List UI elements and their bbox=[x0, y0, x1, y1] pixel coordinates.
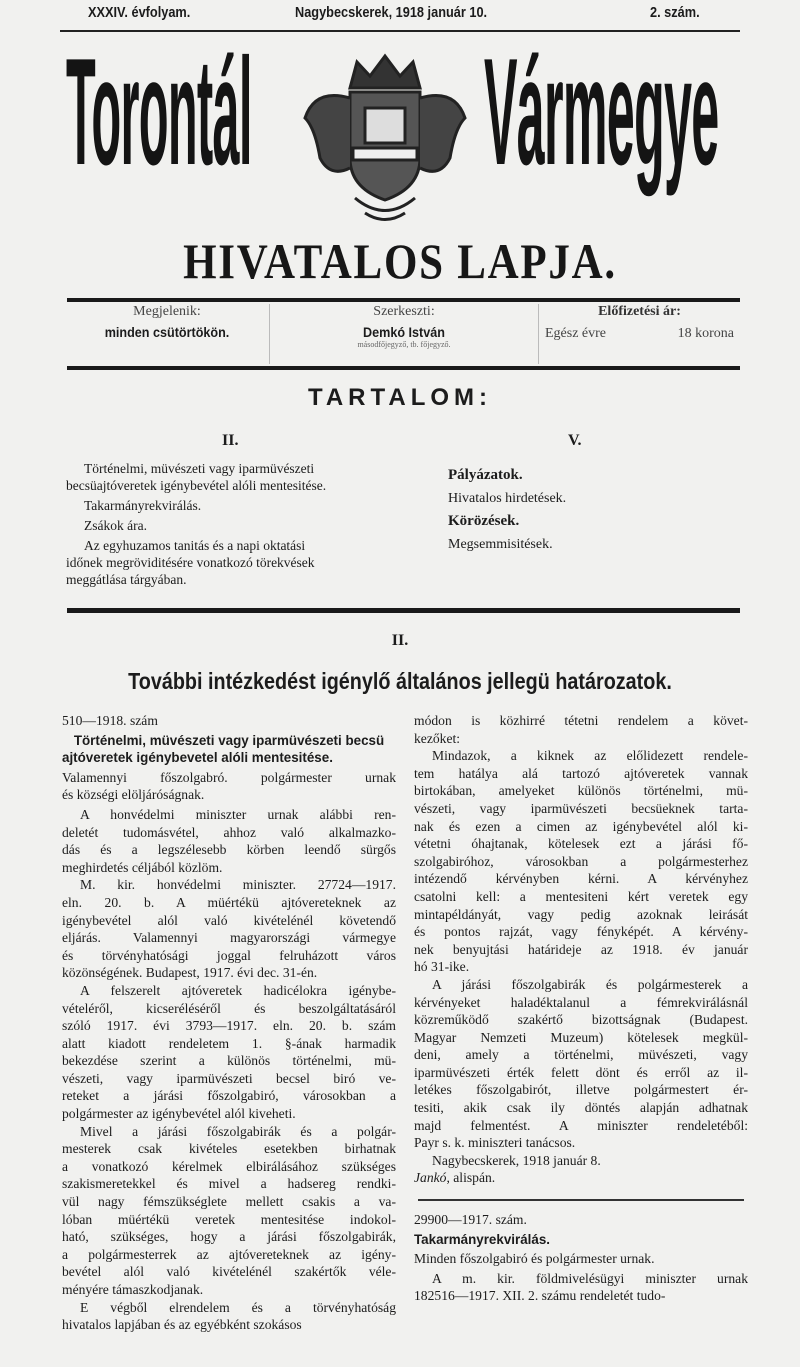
text-line: alatt kiadott rendeletem 1. §-ának harmadik bbox=[62, 1035, 396, 1051]
toc-list-ii bbox=[66, 460, 396, 591]
toc-item bbox=[66, 537, 396, 588]
price-period: Egész évre bbox=[545, 326, 607, 341]
appears-label: Megjelenik: bbox=[133, 304, 201, 319]
text-line: M. kir. honvédelmi miniszter. 27724—1917. bbox=[80, 877, 396, 893]
text-line: A honvédelmi miniszter urnak alábbi ren- bbox=[80, 806, 396, 822]
text-line: bekezdése szerint a különös történelmi, mü- bbox=[62, 1053, 396, 1069]
text-line: hó 31-ike. bbox=[414, 959, 470, 975]
toc-section-heading: V. bbox=[568, 432, 582, 449]
price-info bbox=[539, 304, 740, 364]
appears-value: minden csütörtökön. bbox=[104, 324, 230, 340]
issue-number: 2. szám. bbox=[650, 4, 700, 21]
text-line: vészeti, vagy iparmüvészeti becsel biró ve- bbox=[62, 1070, 396, 1086]
text-line: nak és ezen a cimen az igénybevétel alól ki- bbox=[414, 818, 748, 834]
text-line: közreműködő szakértő bizottságnak (Budapest. bbox=[414, 1012, 748, 1028]
text-line: Jankó, alispán. bbox=[414, 1170, 496, 1186]
appearance-info bbox=[67, 304, 267, 364]
toc-item bbox=[448, 490, 708, 507]
toc-item-line: Megsemmisitések. bbox=[448, 537, 553, 552]
toc-item-line: meggátlása tárgyában. bbox=[66, 572, 187, 587]
text-line: szóló 1917. évi 3793—1917. eln. 20. b. szám bbox=[62, 1018, 396, 1034]
article-rule bbox=[418, 1199, 744, 1201]
text-line: Takarmányrekvirálás. bbox=[414, 1231, 550, 1247]
text-line: polgármester az igénybevétel alól kiveheti. bbox=[62, 1106, 296, 1122]
article-title bbox=[414, 1231, 748, 1249]
article-para bbox=[62, 1123, 396, 1299]
text-line: A járási főszolgabirák és polgármesterek a bbox=[432, 976, 748, 992]
text-line: a vonatkozó kérelmek elbirálásához szükséges bbox=[62, 1158, 396, 1174]
toc-item-line: időnek megröviditésére vonatkozó törekvések bbox=[66, 555, 315, 570]
text-line: letékes főszolgabirót, illetve polgármestert ér- bbox=[414, 1082, 748, 1098]
toc-item bbox=[448, 536, 708, 553]
text-line: eljárás. Valamennyi magyarországi vármegye bbox=[62, 930, 396, 946]
editor-name: Demkó István bbox=[363, 324, 445, 340]
text-line: majd felmentést. A miniszter rendeletéből: bbox=[414, 1117, 748, 1133]
toc-item-line: Történelmi, müvészeti vagy iparmüvészeti bbox=[84, 461, 315, 476]
text-line: szolgabiróhoz, városokban a polgármesterhez bbox=[414, 853, 748, 869]
text-line: Valamennyi főszolgabró. polgármester urnak bbox=[62, 769, 396, 785]
text-line: mesterek csak kivételes esetekben birhatnak bbox=[62, 1141, 396, 1157]
text-line: hivatalos lapjában és az egyébként szokásos bbox=[62, 1317, 302, 1333]
toc-item-line: becsüajtóveretek igénybevétel alóli mentesitése. bbox=[66, 478, 327, 493]
text-line: tesiti, akik csak ily döntés alapján adhatnak bbox=[414, 1100, 748, 1116]
text-line: csatolni kell: a mentesiteni kért veretek egy bbox=[414, 888, 748, 904]
article-para bbox=[414, 1152, 748, 1170]
article-title bbox=[62, 732, 396, 767]
toc-section-heading: II. bbox=[222, 432, 239, 449]
text-line: közönségének. Budapest, 1917. évi dec. 31-én. bbox=[62, 965, 318, 981]
toc-item bbox=[66, 517, 396, 534]
text-line: ajtóveretek igénybevetel alóli mentesitése. bbox=[62, 750, 333, 766]
editor-label: Szerkeszti: bbox=[373, 304, 435, 319]
article-para bbox=[62, 1299, 396, 1334]
editor-info bbox=[269, 304, 539, 364]
text-line: Payr s. k. miniszteri tanácsos. bbox=[414, 1135, 576, 1151]
text-line: intézendő kérvényben kérni. A kérvényhez bbox=[414, 871, 748, 887]
divider bbox=[67, 298, 740, 302]
article-para bbox=[414, 976, 748, 1152]
article-para bbox=[62, 876, 396, 982]
text-line: vételéről, kicseréléséről és beszolgáltatásáról bbox=[62, 1000, 396, 1016]
text-line: vészeti, vagy iparmüvészeti becsüeknek tarta- bbox=[414, 800, 748, 816]
text-line: módon is közhirré tétetni rendelem a követ- bbox=[414, 713, 748, 728]
toc-item-line: Körözések. bbox=[448, 513, 520, 529]
text-line: vétetni óhajtanak, kötelesek ezt a járási fő- bbox=[414, 836, 748, 852]
toc-item-line: Zsákok ára. bbox=[84, 518, 147, 533]
toc-item bbox=[66, 497, 396, 514]
article-signature bbox=[414, 1169, 748, 1187]
text-line: meghirdetés céljából közlöm. bbox=[62, 859, 223, 875]
text-line: és pontos rajzát, vagy fényképét. A kérvény- bbox=[414, 924, 748, 940]
text-line: Történelmi, müvészeti vagy iparmüvészeti becsü bbox=[73, 732, 385, 748]
text-line: nek benyujtási határideje az 1918. év január bbox=[414, 941, 748, 957]
text-line: vül nagy fémszükséglete mellett csakis a va- bbox=[62, 1194, 396, 1210]
toc-item-line: Hivatalos hirdetések. bbox=[448, 491, 567, 506]
article-number bbox=[414, 1211, 748, 1229]
editor-role: másodfőjegyző, tb. főjegyző. bbox=[357, 340, 451, 349]
text-line: 182516—1917. XII. 2. számu rendeletét tudo- bbox=[414, 1288, 666, 1304]
article-number bbox=[62, 712, 396, 730]
toc-item-line: Takarmányrekvirálás. bbox=[84, 498, 202, 513]
text-line: tem hatálya alá tartozó ajtóveretek vannak bbox=[414, 765, 748, 781]
text-line: 29900—1917. szám. bbox=[414, 1212, 527, 1228]
toc-title: TARTALOM: bbox=[307, 384, 493, 411]
text-line: reteket a járási főszolgabiró, városokban a bbox=[62, 1088, 396, 1104]
masthead-subtitle: HIVATALOS LAPJA. bbox=[183, 233, 617, 289]
toc-item bbox=[448, 467, 708, 484]
text-line: és községi elöljáróságnak. bbox=[62, 787, 205, 803]
text-line: Nagybecskerek, 1918 január 8. bbox=[432, 1152, 601, 1168]
text-line: Mivel a járási főszolgabirák és a polgár- bbox=[80, 1123, 396, 1139]
article-address bbox=[414, 1250, 748, 1268]
text-line: és törvényhatósági joggal felruházott város bbox=[62, 947, 396, 963]
text-line: lóban müértékü veretek mentesitése indokol- bbox=[62, 1211, 396, 1227]
divider bbox=[67, 366, 740, 370]
text-line: kérvényeket haladéktalanul a fémrekvirálásnál bbox=[414, 994, 748, 1010]
article-para bbox=[62, 982, 396, 1123]
text-line: bevétel alól való kivételénél szakértők véle- bbox=[62, 1264, 396, 1280]
text-line: Minden főszolgabiró és polgármester urnak. bbox=[414, 1251, 655, 1267]
text-line: deni, amely a történelmi, müvészeti, vagy bbox=[414, 1047, 748, 1063]
toc-item bbox=[66, 460, 396, 494]
text-line: E végből elrendelem és a törvényhatóság bbox=[80, 1299, 396, 1315]
text-line: A m. kir. földmivelésügyi miniszter urnak bbox=[432, 1270, 748, 1286]
text-line: A felszerelt ajtóveretek hadicélokra igénybe- bbox=[80, 982, 396, 998]
text-line: igénybevétel alól való kivételénél követendő bbox=[62, 912, 396, 928]
toc-item-line: Az egyhuzamos tanitás és a napi oktatási bbox=[84, 538, 306, 553]
masthead-title-left: Torontál bbox=[66, 27, 252, 197]
text-line: ményére támaszkodjanak. bbox=[62, 1282, 204, 1297]
toc-item bbox=[448, 513, 708, 530]
text-line: szakismeretekkel és mivel a hadsereg rendki- bbox=[62, 1176, 396, 1192]
text-line: mintapéldányát, vagy pedig azoknak leirását bbox=[414, 906, 748, 922]
text-line: Magyar Nemzeti Muzeum) kötelesek megkül- bbox=[414, 1029, 748, 1045]
text-line: a polgármesterrek az ajtóvereteknek az igény- bbox=[62, 1246, 396, 1262]
section-headline: További intézkedést igénylő általános jellegü határozatok. bbox=[128, 668, 672, 694]
text-line: iparmüvészeti érték felett dönt és erről az il- bbox=[414, 1064, 748, 1080]
text-column-right bbox=[414, 712, 748, 1305]
toc-item-line: Pályázatok. bbox=[448, 467, 523, 483]
article-para bbox=[414, 1270, 748, 1305]
text-line: birtokában, amelyeket különös történelmi, mü- bbox=[414, 783, 748, 799]
divider bbox=[67, 608, 740, 613]
text-line: Mindazok, a kiknek az előlidezett rendele- bbox=[432, 748, 748, 764]
article-para bbox=[62, 806, 396, 876]
text-line: eln. 20. b. A müértékü ajtóvereteknek az bbox=[62, 894, 396, 910]
text-line: 510—1918. szám bbox=[62, 713, 158, 728]
article-address bbox=[62, 769, 396, 804]
section-number: II. bbox=[391, 632, 409, 649]
text-line: dás és a legszélesebb körben leendő sürgős bbox=[62, 842, 396, 858]
text-column-left bbox=[62, 712, 396, 1334]
price-label: Előfizetési ár: bbox=[598, 304, 681, 319]
coat-of-arms-emblem bbox=[295, 48, 475, 226]
publication-info bbox=[67, 304, 740, 364]
volume-label: XXXIV. évfolyam. bbox=[88, 4, 191, 21]
article-para bbox=[414, 747, 748, 976]
toc-list-v bbox=[448, 467, 708, 559]
text-line: ható, szükséges, hogy a járási főszolgabirák, bbox=[62, 1229, 396, 1245]
masthead-title-right: Vármegye bbox=[484, 27, 719, 197]
price-value: 18 korona bbox=[677, 326, 734, 341]
place-date: Nagybecskerek, 1918 január 10. bbox=[295, 4, 488, 21]
text-line: kezőket: bbox=[414, 730, 461, 746]
article-cont bbox=[414, 712, 748, 747]
text-line: deletét tudomásvétel, ahhoz való alkalmazko- bbox=[62, 824, 396, 840]
